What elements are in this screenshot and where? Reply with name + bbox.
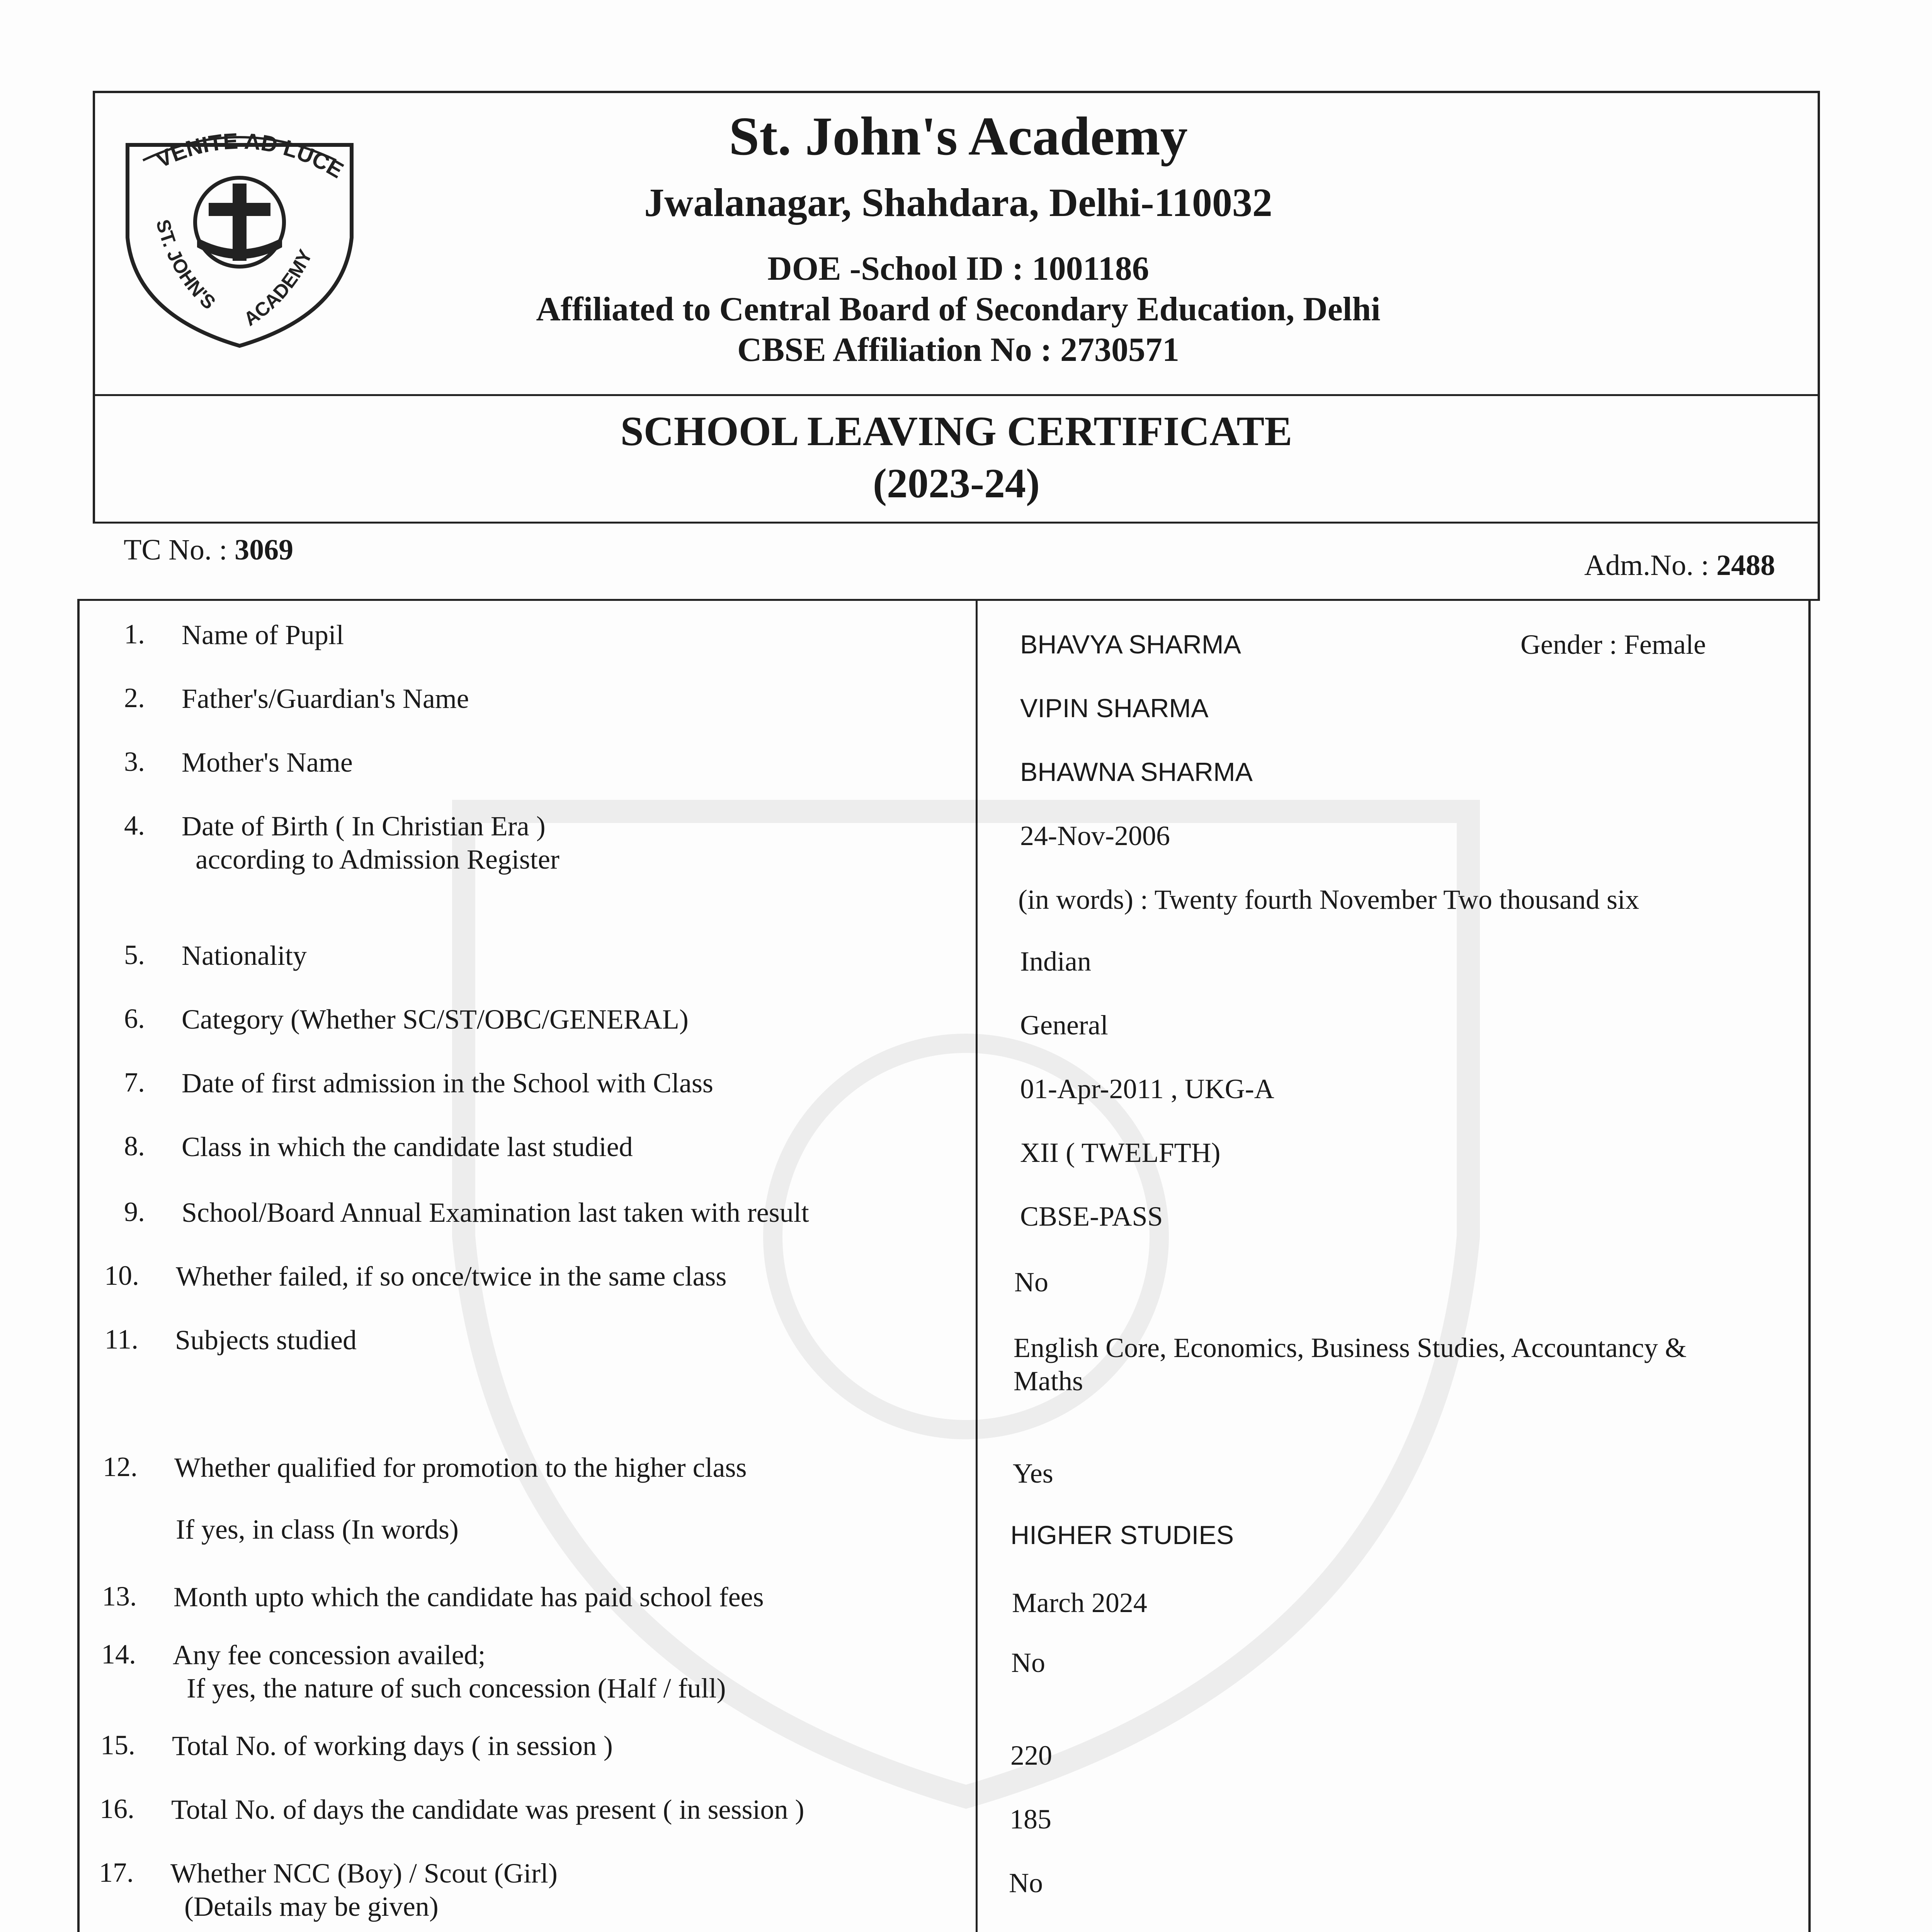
- row-value: English Core, Economics, Business Studies, Accountancy & Maths: [1014, 1332, 1687, 1396]
- svg-text:VENITE AD LUCEM: [112, 99, 348, 183]
- row-number: 15.: [100, 1730, 135, 1760]
- certificate-session: (2023-24): [873, 461, 1040, 507]
- row-value: 01-Apr-2011 , UKG-A: [1020, 1073, 1274, 1104]
- svg-text:ST. JOHN'S: [152, 217, 220, 313]
- admission-number: [1584, 549, 1775, 582]
- row-number: 16.: [100, 1793, 134, 1824]
- cbse-affiliation-no: CBSE Affiliation No : 2730571: [737, 331, 1180, 369]
- logo-right-text: ACADEMY: [240, 246, 316, 330]
- tc-number: [124, 533, 293, 567]
- row-label: Name of Pupil: [182, 619, 344, 650]
- row-value: No: [1009, 1867, 1043, 1898]
- doe-school-id: DOE -School ID : 1001186: [767, 250, 1149, 287]
- row-value: Yes: [1013, 1458, 1053, 1489]
- row-label: School/Board Annual Examination last taken with result: [182, 1197, 809, 1228]
- row-label: Total No. of working days ( in session ): [172, 1730, 613, 1761]
- row-label: Total No. of days the candidate was present ( in session ): [171, 1794, 804, 1825]
- row-value: General: [1020, 1010, 1108, 1041]
- cross-icon: [195, 178, 284, 267]
- row-label: Category (Whether SC/ST/OBC/GENERAL): [182, 1004, 689, 1035]
- dob-in-words: (in words) : Twenty fourth November Two thousand six: [1018, 884, 1639, 915]
- row-number: 5.: [124, 939, 145, 970]
- row-label: Nationality: [182, 940, 307, 971]
- row-label: Mother's Name: [182, 747, 353, 778]
- row-value: CBSE-PASS: [1020, 1201, 1163, 1232]
- row-number: 13.: [102, 1581, 137, 1612]
- school-logo: [112, 99, 367, 354]
- row-value: VIPIN SHARMA: [1020, 694, 1209, 723]
- row-value: 185: [1010, 1804, 1051, 1835]
- row-number: 12.: [103, 1451, 138, 1482]
- adm-label: Adm.No. :: [1584, 549, 1716, 582]
- certificate-title: SCHOOL LEAVING CERTIFICATE: [620, 408, 1293, 454]
- row-value: BHAVYA SHARMA: [1020, 630, 1241, 659]
- row-value: March 2024: [1012, 1587, 1147, 1618]
- tc-value: 3069: [235, 534, 294, 566]
- tc-label: TC No. :: [124, 534, 235, 566]
- promotion-class-value: HIGHER STUDIES: [1010, 1520, 1234, 1550]
- row-value: 24-Nov-2006: [1020, 820, 1170, 851]
- row-value: XII ( TWELFTH): [1020, 1137, 1221, 1168]
- row-label: Whether qualified for promotion to the higher class: [174, 1452, 747, 1483]
- row-number: 2.: [124, 682, 145, 713]
- row-number: 9.: [124, 1196, 145, 1227]
- row-number: 11.: [104, 1324, 138, 1355]
- gender: Gender : Female: [1520, 629, 1706, 660]
- row-label: Whether NCC (Boy) / Scout (Girl) (Details may be given): [170, 1858, 558, 1922]
- logo-left-text: ST. JOHN'S: [152, 217, 220, 314]
- row-label: Whether failed, if so once/twice in the same class: [176, 1261, 727, 1292]
- row-number: 10.: [104, 1260, 139, 1291]
- row-number: 4.: [124, 810, 145, 841]
- logo-top-text: VENITE AD LUCE: [152, 128, 348, 184]
- affiliation: Affiliated to Central Board of Secondary Education, Delhi: [536, 291, 1381, 328]
- row-number: 17.: [99, 1857, 134, 1888]
- row-value: 220: [1010, 1740, 1052, 1771]
- row-number: 3.: [124, 746, 145, 777]
- row-value: No: [1014, 1267, 1048, 1298]
- row-number: 7.: [124, 1067, 145, 1098]
- school-name: St. John's Academy: [729, 105, 1188, 167]
- row-label: Any fee concession availed; If yes, the nature of such concession (Half / full): [173, 1639, 726, 1704]
- row-label: Subjects studied: [175, 1325, 357, 1355]
- row-number: 1.: [124, 619, 145, 650]
- row-value: Indian: [1020, 946, 1091, 977]
- row-value: BHAWNA SHARMA: [1020, 757, 1253, 787]
- row-label: Month upto which the candidate has paid school fees: [173, 1582, 764, 1612]
- promotion-class-label: If yes, in class (In words): [176, 1514, 459, 1545]
- school-address: Jwalanagar, Shahdara, Delhi-110032: [644, 180, 1272, 225]
- row-number: 6.: [124, 1003, 145, 1034]
- row-label: Class in which the candidate last studied: [182, 1131, 633, 1162]
- adm-value: 2488: [1716, 549, 1775, 582]
- row-value: No: [1011, 1647, 1045, 1678]
- row-number: 14.: [101, 1639, 136, 1670]
- row-label: Father's/Guardian's Name: [182, 683, 469, 714]
- row-label: Date of Birth ( In Christian Era ) according to Admission Register: [182, 811, 560, 875]
- row-label: Date of first admission in the School with Class: [182, 1068, 713, 1099]
- row-number: 8.: [124, 1131, 145, 1162]
